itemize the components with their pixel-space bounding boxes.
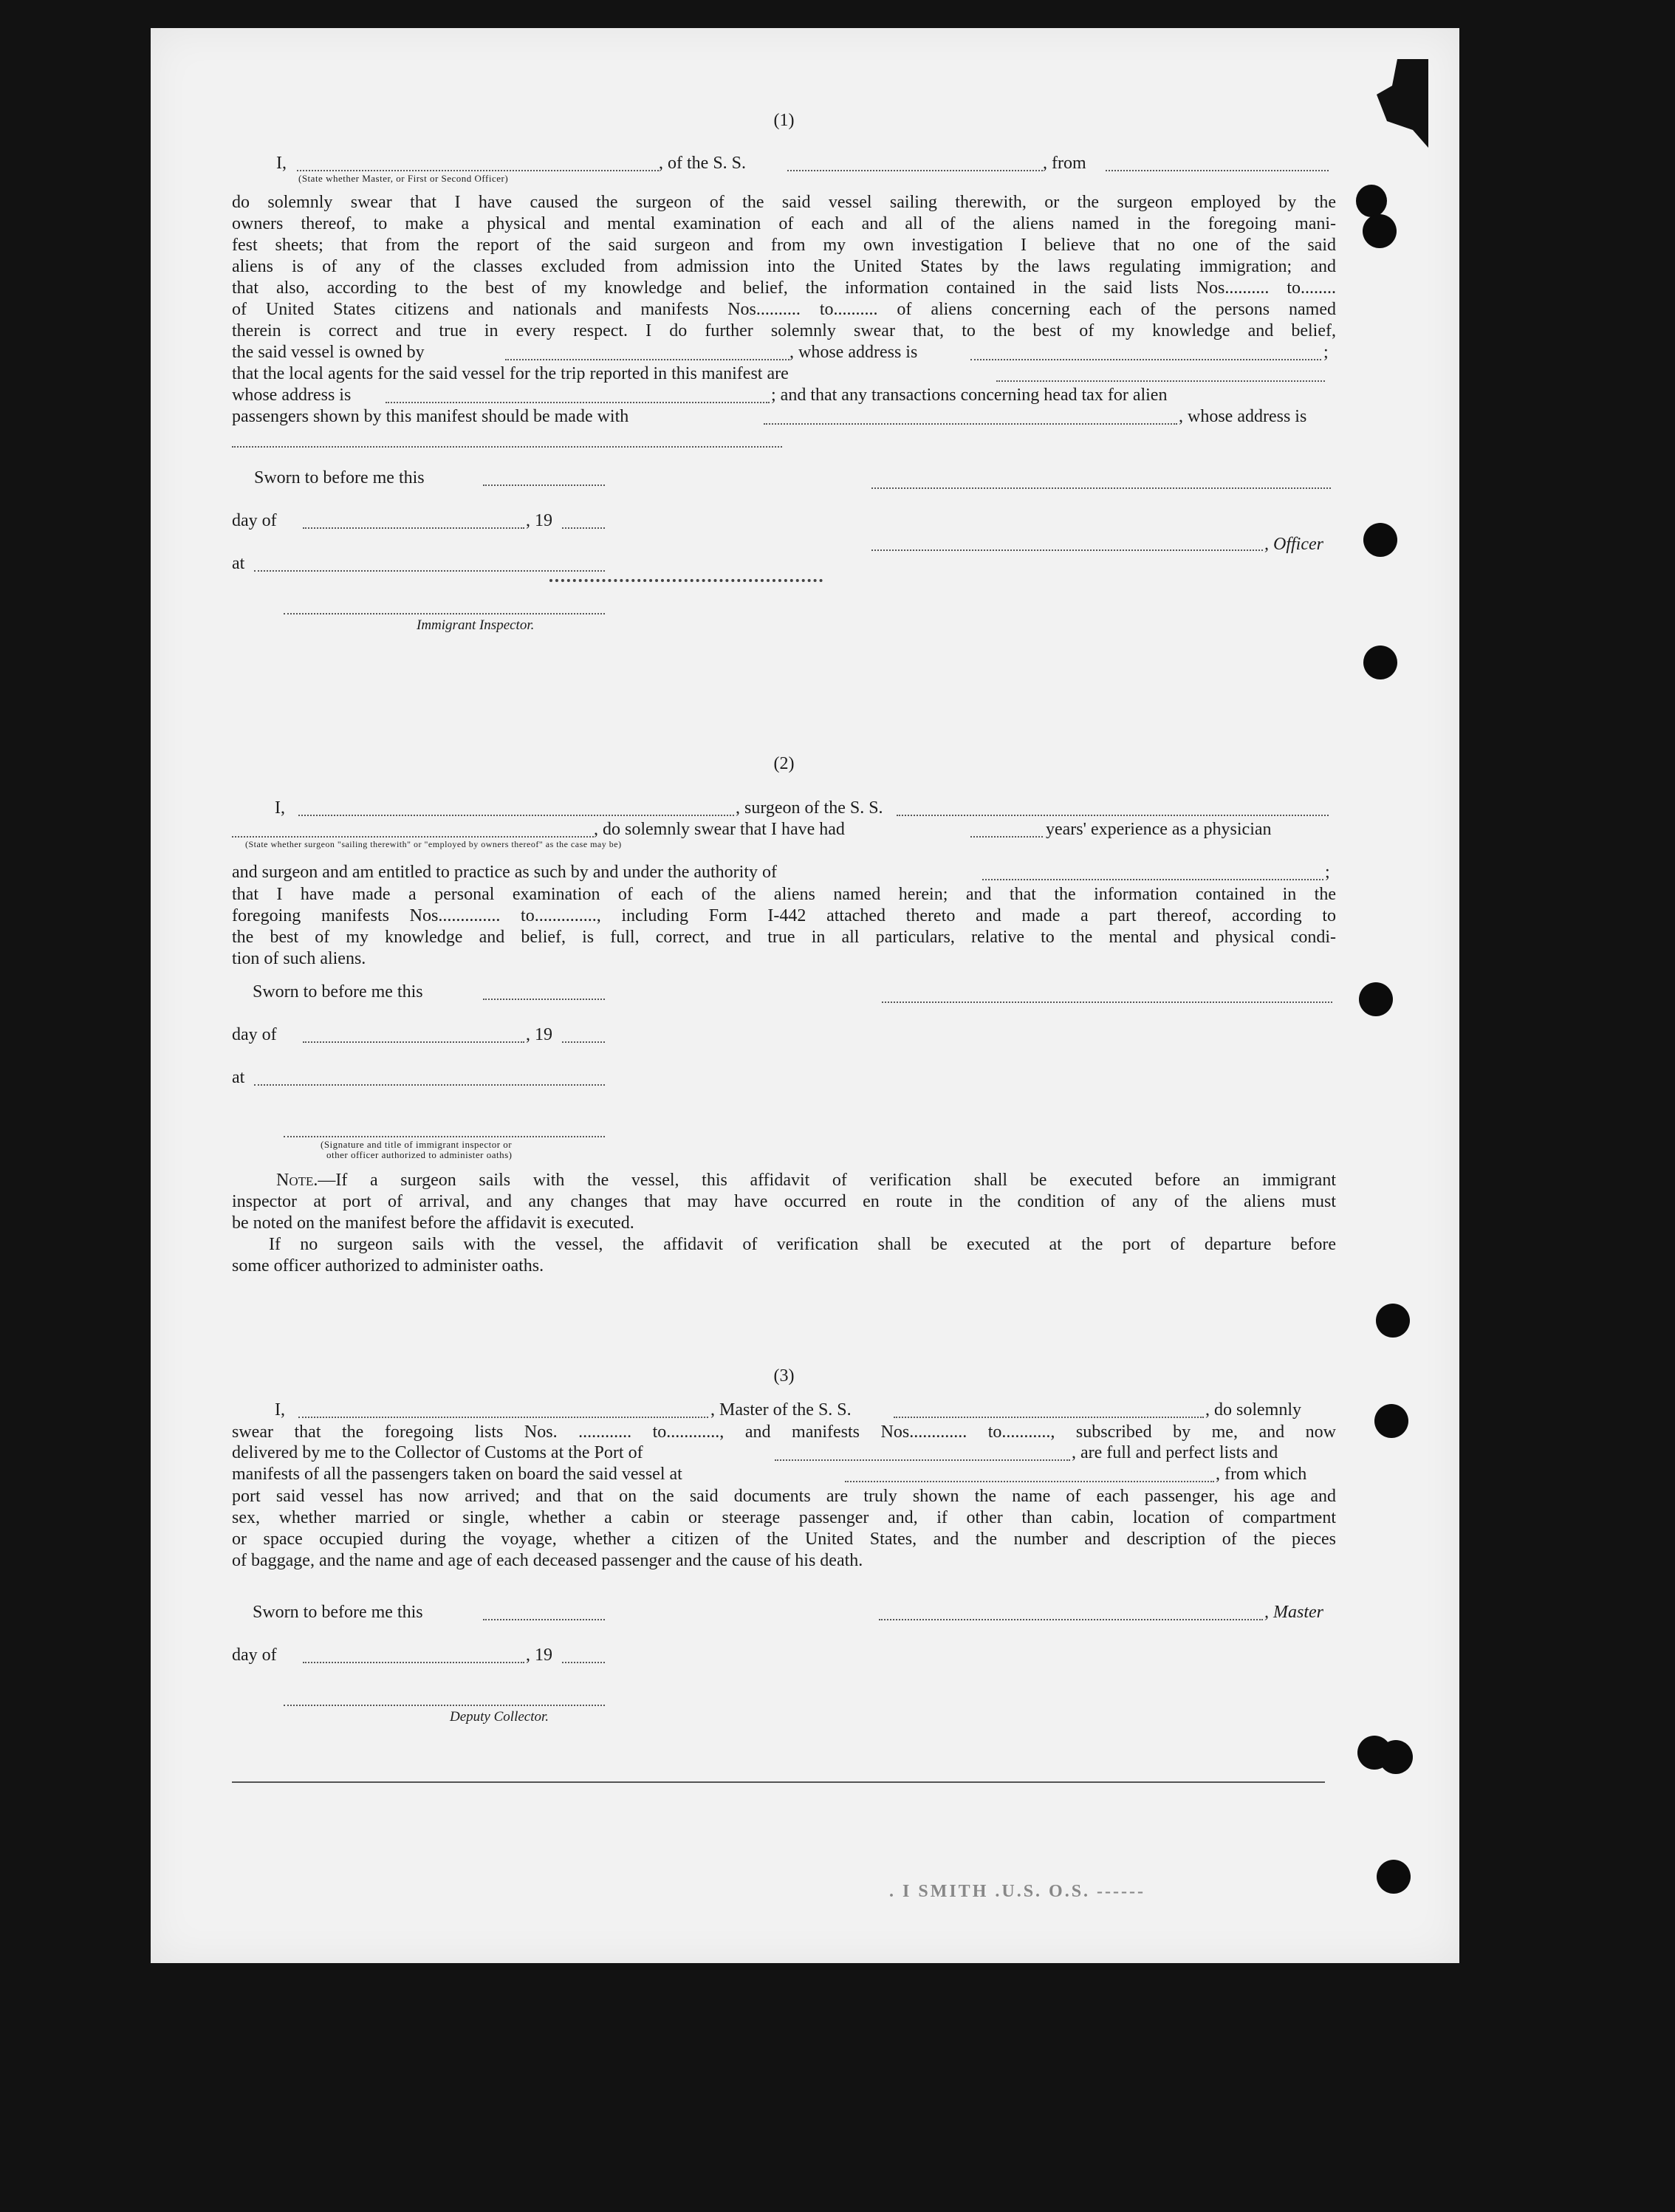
year-label-2: , 19 bbox=[526, 1025, 552, 1044]
punch-hole bbox=[1363, 523, 1397, 557]
master-of-label: , Master of the S. S. bbox=[710, 1400, 852, 1420]
port-field[interactable] bbox=[775, 1459, 1070, 1461]
sworn-day-field-1[interactable] bbox=[483, 484, 605, 486]
day-of-label-3: day of bbox=[232, 1646, 277, 1665]
note-label: Note. bbox=[276, 1171, 318, 1190]
no-surgeon-paragraph: If no surgeon sails with the vessel, the affidavit of verification shall be executed at the port of departure before some officer authorized to administer oaths. bbox=[232, 1235, 1336, 1276]
dotted-rule-1 bbox=[549, 579, 823, 582]
agents-address-label: whose address is bbox=[232, 386, 352, 405]
passengers-text: passengers shown by this manifest should be made with bbox=[232, 407, 629, 426]
year-label-1: , 19 bbox=[526, 511, 552, 530]
day-of-field-2[interactable] bbox=[303, 1041, 524, 1043]
contact-address-field[interactable] bbox=[232, 446, 782, 448]
section-3-i: I, bbox=[275, 1400, 285, 1420]
surgeon-note: (State whether surgeon "sailing therewith" or "employed by owners thereof" as the case may be) bbox=[245, 839, 622, 849]
years-exp-label: years' experience as a physician bbox=[1046, 820, 1272, 839]
practice-label: and surgeon and am entitled to practice as such by and under the authority of bbox=[232, 863, 777, 882]
at-label-2: at bbox=[232, 1068, 245, 1087]
manifests-label: manifests of all the passengers taken on board the said vessel at bbox=[232, 1465, 682, 1484]
punch-hole bbox=[1376, 1304, 1410, 1338]
sworn-day-field-3[interactable] bbox=[483, 1619, 605, 1620]
surgeon-vessel-field[interactable] bbox=[897, 815, 1329, 816]
section-2-number: (2) bbox=[773, 754, 795, 773]
section-3-body: port said vessel has now arrived; and that on the said documents are truly shown the name of each passenger, his age and sex, whether married or single, whether a cabin or steerage passenger and, if other than cabin, location of compartment or space occupied during the voyage, whether a citizen of the United States, and the number and description of the pieces of baggage, and the name and age of each deceased passenger and the cause of his death. bbox=[232, 1487, 1336, 1570]
punch-hole bbox=[1363, 214, 1397, 248]
from-port-field[interactable] bbox=[1106, 170, 1329, 171]
section-2-i: I, bbox=[275, 798, 285, 818]
agents-address-field[interactable] bbox=[386, 402, 770, 403]
swear-line: swear that the foregoing lists Nos. ............ to............, and manifests Nos............. to..........., subscribed by me, and now bbox=[232, 1422, 1336, 1442]
punch-hole bbox=[1379, 1740, 1413, 1774]
master-signature-field[interactable] bbox=[879, 1619, 1263, 1620]
bleed-through-text: . I SMITH .U.S. O.S. ------ bbox=[889, 1882, 1146, 1901]
owner-address-label: , whose address is bbox=[789, 343, 918, 362]
day-of-label-2: day of bbox=[232, 1025, 277, 1044]
boarding-port-field[interactable] bbox=[845, 1481, 1214, 1482]
punch-hole bbox=[1363, 646, 1397, 679]
officer-name-field[interactable] bbox=[297, 170, 659, 171]
surgeon-note-paragraph: Note.—If a surgeon sails with the vessel, this affidavit of verification shall be executed before an immigrant inspector at port of arrival, and any changes that may have occurred en route in the condition of any of the aliens must be noted on the manifest before the affidavit is executed. bbox=[232, 1171, 1336, 1233]
year-field-3[interactable] bbox=[562, 1662, 605, 1663]
torn-corner bbox=[1377, 59, 1428, 148]
authorized-signature-field[interactable] bbox=[284, 1136, 605, 1137]
day-of-field-1[interactable] bbox=[303, 527, 524, 529]
day-of-field-3[interactable] bbox=[303, 1662, 524, 1663]
officer-note: (State whether Master, or First or Second Officer) bbox=[298, 173, 509, 184]
day-of-label-1: day of bbox=[232, 511, 277, 530]
section-1-body: do solemnly swear that I have caused the surgeon of the said vessel sailing therewith, or the surgeon employed by the owners thereof, to make a physical and mental examination of each and all of the aliens named in the foregoing mani- fest sheets; that from the report of the said surgeon and from my own investigation I believe that no one of the said aliens is of any of the classes excluded from admission into the United States by the laws regulating immigration; and that also, according to the best of my knowledge and belief, the information contained in the said lists Nos.......... to........ of United States citizens and nationals and manifests Nos.......... to.......... of aliens concerning each of the persons named therein is correct and true in every respect. I do further solemnly swear that, to the best of my knowledge and belief, bbox=[232, 193, 1336, 340]
section-1-i: I, bbox=[276, 154, 287, 173]
owned-by-label: the said vessel is owned by bbox=[232, 343, 425, 362]
deputy-signature-field[interactable] bbox=[284, 1705, 605, 1706]
sworn-label-2: Sworn to before me this bbox=[253, 982, 423, 1001]
deputy-label: Deputy Collector. bbox=[450, 1709, 549, 1725]
punch-hole bbox=[1374, 1404, 1408, 1438]
sworn-day-field-2[interactable] bbox=[483, 999, 605, 1000]
authority-field[interactable] bbox=[982, 879, 1323, 880]
bottom-rule bbox=[232, 1781, 1325, 1783]
sig-note-2: other officer authorized to administer oaths) bbox=[326, 1149, 513, 1160]
section-3-number: (3) bbox=[773, 1366, 795, 1386]
punch-hole bbox=[1359, 982, 1393, 1016]
year-field-2[interactable] bbox=[562, 1041, 605, 1043]
sworn-label-1: Sworn to before me this bbox=[254, 468, 425, 487]
section-1-number: (1) bbox=[773, 111, 795, 130]
delivered-label: delivered by me to the Collector of Customs at the Port of bbox=[232, 1443, 643, 1462]
year-label-3: , 19 bbox=[526, 1646, 552, 1665]
owner-field[interactable] bbox=[505, 359, 789, 360]
punch-hole bbox=[1377, 1860, 1411, 1894]
section-2: (2) I, , surgeon of the S. S. , do solemnly swear that I have had years' experience as a physician (State whether surgeon "sailing therewith" or "employed by owners thereof" as the case may be) and surgeon and am entitled to practice as such by and under the authority of ; that I have made a personal examination of each of the aliens named herein; and that the information contained in the foregoing manifests Nos.............. to.............., including Form I-442 attached thereto and made a part thereof, according to the best of my knowledge and belief, is full, correct, and true in all particulars, relative to the mental and physical condi- tion of such aliens. Sworn to before me this day of , 19 at (Signature and title of immigrant inspector or other officer authorized to administer oaths) Note.—If a surgeon sails with the vessel, this affidavit of verification shall be executed before an immigrant inspector at port of arrival, and any changes that may have occurred en route in the condition of any of the aliens must be noted on the manifest before the affidavit is executed. If no surgeon sails with the vessel, the affidavit of verification shall be executed at the port of departure before some officer authorized to administer oaths. bbox=[232, 754, 1336, 1276]
ss-label: , of the S. S. bbox=[659, 154, 747, 173]
punch-hole bbox=[1356, 185, 1387, 217]
at-label-1: at bbox=[232, 554, 245, 573]
section-3 bbox=[232, 1328, 1336, 1801]
inspector-signature-field[interactable] bbox=[284, 613, 605, 614]
local-agents-field[interactable] bbox=[996, 380, 1325, 382]
officer-signature-field[interactable] bbox=[871, 549, 1263, 551]
years-field[interactable] bbox=[970, 836, 1043, 838]
master-vessel-field[interactable] bbox=[894, 1417, 1204, 1418]
signature-field-1[interactable] bbox=[871, 487, 1331, 489]
full-lists-label: , are full and perfect lists and bbox=[1072, 1443, 1278, 1462]
contact-address-label: , whose address is bbox=[1179, 407, 1307, 426]
do-solemnly-label: , do solemnly swear that I have had bbox=[594, 820, 845, 839]
inspector-label: Immigrant Inspector. bbox=[417, 617, 535, 633]
surgeon-status-field[interactable] bbox=[232, 836, 594, 838]
surgeon-of-label: , surgeon of the S. S. bbox=[736, 798, 883, 818]
year-field-1[interactable] bbox=[562, 527, 605, 529]
sig-note-1: (Signature and title of immigrant inspector or bbox=[321, 1139, 513, 1150]
manifest-page bbox=[151, 28, 1459, 1963]
do-solemnly-3: , do solemnly bbox=[1205, 1400, 1301, 1420]
signature-field-2[interactable] bbox=[882, 1001, 1332, 1003]
at-field-2[interactable] bbox=[254, 1084, 605, 1086]
local-agents-label: that the local agents for the said vessel for the trip reported in this manifest are bbox=[232, 364, 789, 383]
from-which-label: , from which bbox=[1216, 1465, 1307, 1484]
sworn-label-3: Sworn to before me this bbox=[253, 1603, 423, 1622]
officer-label: , Officer bbox=[1264, 535, 1323, 554]
master-name-field[interactable] bbox=[298, 1417, 708, 1418]
surgeon-name-field[interactable] bbox=[298, 815, 734, 816]
section-2-body: that I have made a personal examination of each of the aliens named herein; and that the information contained in the foregoing manifests Nos.............. to.............., including Form I-442 attached thereto and made a part thereof, according to the best of my knowledge and belief, is full, correct, and true in all particulars, relative to the mental and physical condi- tion of such aliens. bbox=[232, 885, 1336, 968]
head-tax-contact-field[interactable] bbox=[764, 423, 1177, 425]
section-1: (1) I, , of the S. S. , from (State whether Master, or First or Second Officer) do solemnly swear that I have caused the surgeon of the said vessel sailing therewith, or the surgeon employed by the owners thereof, to make a physical and mental examination of each and all of the aliens named in the foregoing mani- fest sheets; that from the report of the said surgeon and from my own investigation I believe that no one of the said aliens is of any of the classes excluded from admission into the United States by the laws regulating immigration; and that also, according to the best of my knowledge and belief, the information contained in the said lists Nos.......... to........ of United States citizens and nationals and manifests Nos.......... to.......... of aliens concerning each of the persons named therein is correct and true in every respect. I do further solemnly swear that, to the best of my knowledge and belief, the said vessel is owned by , whose address is ; that the local agents for the said vessel for the trip reported in this manifest are whose address is ; and that any transactions concerning head tax for alien passengers shown by this manifest should be made with , whose address is Sworn to before me this day of , 19 , Officer at Immigrant Inspector. bbox=[232, 111, 1336, 633]
at-field-1[interactable] bbox=[254, 570, 605, 572]
master-label: , Master bbox=[1264, 1603, 1323, 1622]
from-label: , from bbox=[1043, 154, 1086, 173]
vessel-name-field[interactable] bbox=[787, 170, 1043, 171]
head-tax-text: ; and that any transactions concerning head tax for alien bbox=[771, 386, 1168, 405]
owner-address-field[interactable] bbox=[970, 359, 1321, 360]
